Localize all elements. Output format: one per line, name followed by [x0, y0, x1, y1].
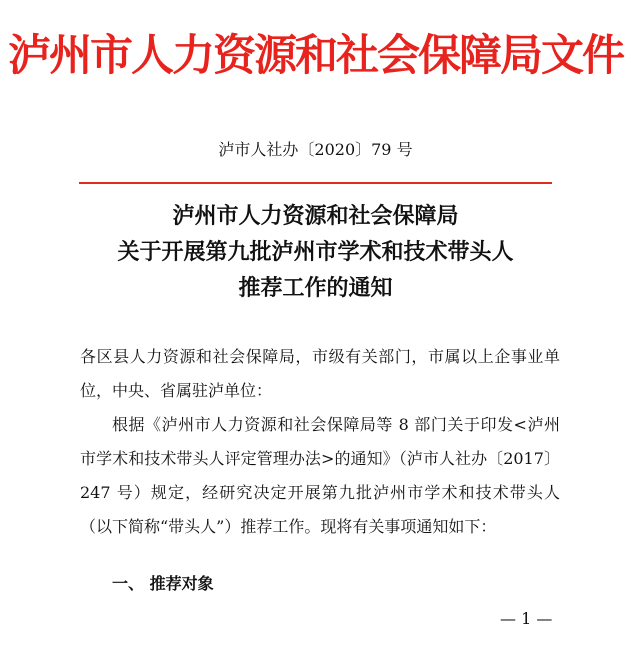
intro-paragraph: 根据《泸州市人力资源和社会保障局等 8 部门关于印发<泸州市学术和技术带头人评定管理办法>的通知》（泸市人社办〔2017〕247 号）规定，经研究决定开展第九批泸州市学术和技术带头人（以下简称“带头人”）推荐工作。现将有关事项通知如下： — [80, 415, 560, 536]
document-title — [0, 198, 631, 306]
title-line-issuer: 泸州市人力资源和社会保障局 — [172, 203, 459, 229]
recipients-paragraph: 各区县人力资源和社会保障局，市级有关部门，市属以上企事业单位，中央、省属驻泸单位： — [80, 347, 560, 400]
document-number: 泸市人社办〔2020〕79 号 — [218, 140, 413, 159]
title-line-type: 推荐工作的通知 — [238, 275, 393, 301]
page-number: — 1 — — [500, 609, 553, 628]
red-divider-line — [79, 182, 552, 184]
document-masthead: 泸州市人力资源和社会保障局文件 — [8, 31, 623, 81]
section-heading-recommendation-targets: 一、 推荐对象 — [112, 574, 214, 593]
title-line-subject: 关于开展第九批泸州市学术和技术带头人 — [117, 239, 514, 265]
document-body — [80, 340, 560, 544]
